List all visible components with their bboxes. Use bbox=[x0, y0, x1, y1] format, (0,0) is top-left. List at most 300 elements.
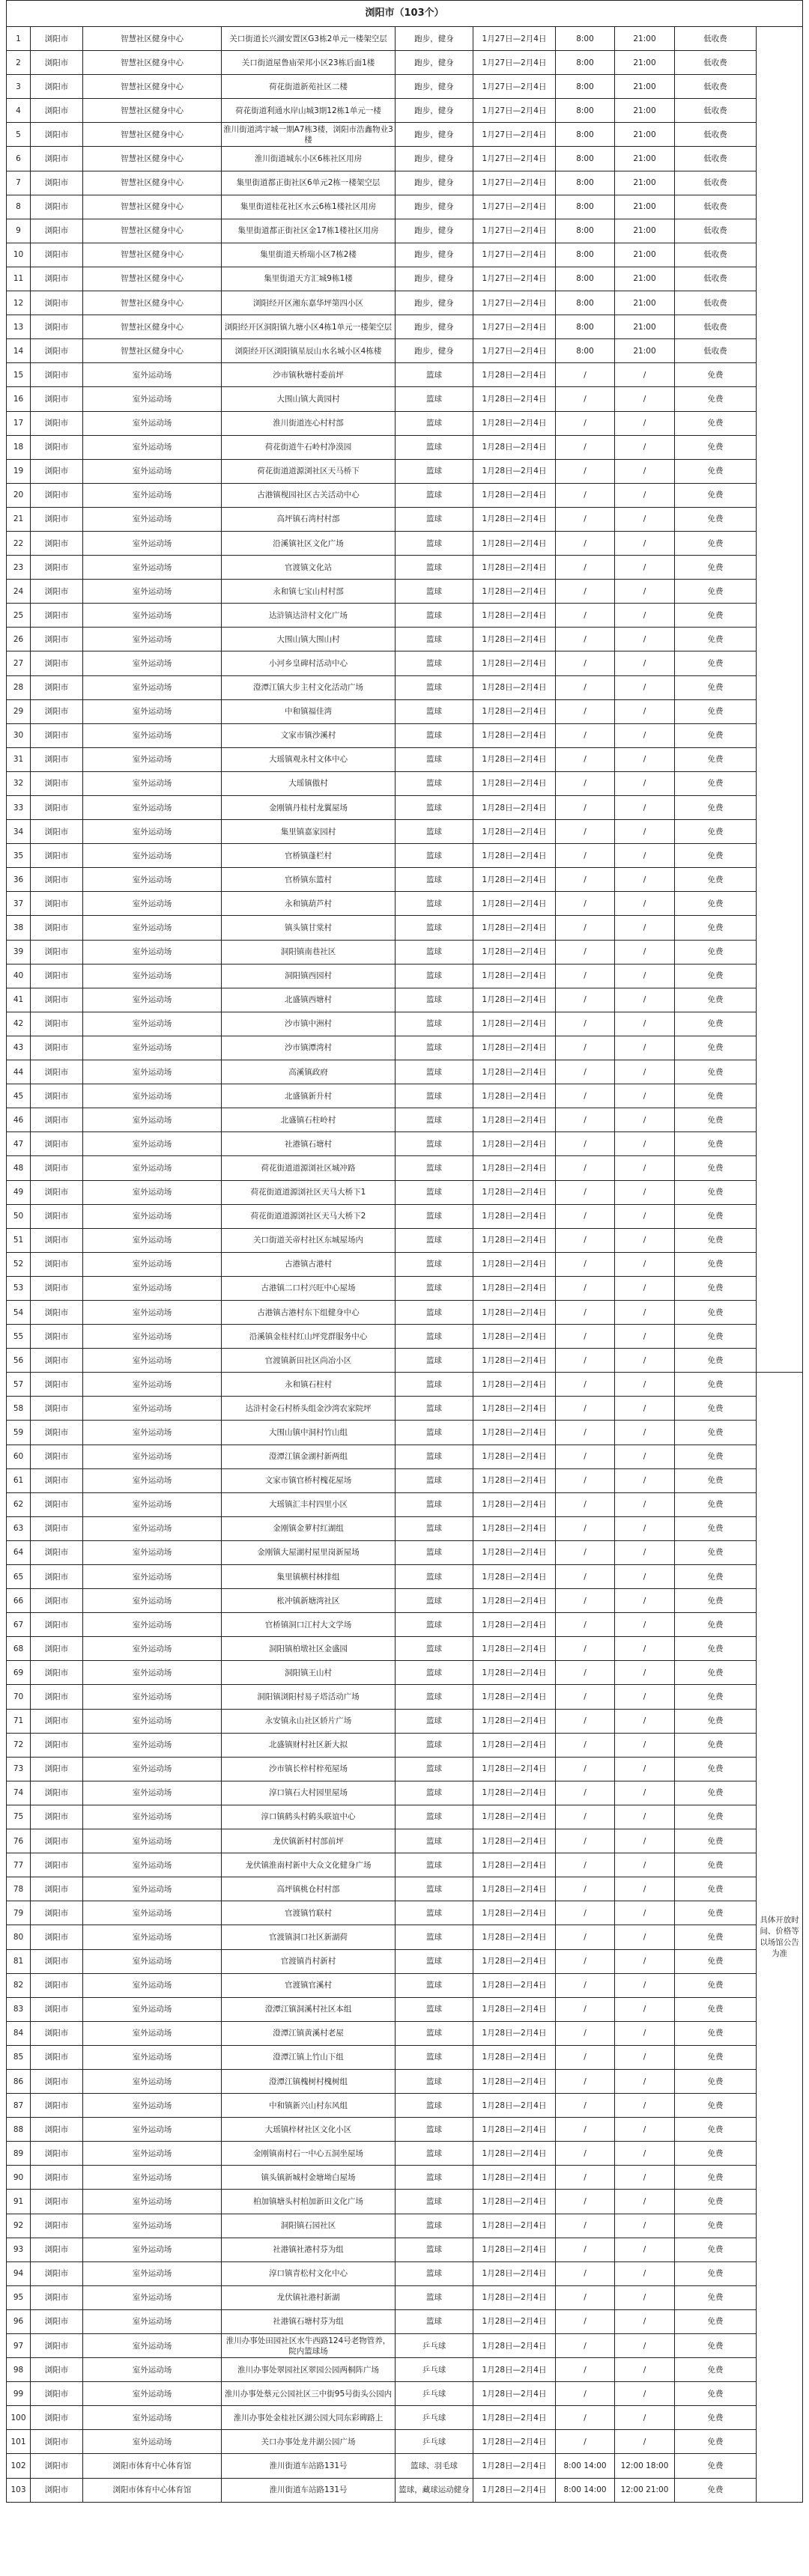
district-cell: 浏阳市 bbox=[31, 1180, 83, 1204]
venue-type-cell: 室外运动场 bbox=[83, 1853, 222, 1877]
table-row bbox=[7, 387, 803, 411]
venue-type-cell: 室外运动场 bbox=[83, 1589, 222, 1613]
district-cell: 浏阳市 bbox=[31, 1565, 83, 1589]
fee-cell: 免费 bbox=[675, 1012, 757, 1036]
address-cell: 荷花街道道源浏社区天马大桥下1 bbox=[222, 1180, 396, 1204]
date-range-cell: 1月28日—2月4日 bbox=[473, 1300, 556, 1324]
address-cell: 龙伏镇新村村部前坪 bbox=[222, 1829, 396, 1853]
open-time-cell: / bbox=[556, 1132, 615, 1156]
fee-cell: 低收费 bbox=[675, 147, 757, 171]
open-time-cell: / bbox=[556, 1156, 615, 1180]
address-cell: 关口街道关帝村社区东城屋场内 bbox=[222, 1228, 396, 1252]
fee-cell: 免费 bbox=[675, 411, 757, 435]
close-time-cell: / bbox=[615, 2261, 675, 2285]
open-time-cell: / bbox=[556, 1733, 615, 1757]
row-index: 65 bbox=[7, 1565, 31, 1589]
fee-cell: 免费 bbox=[675, 1997, 757, 2021]
district-cell: 浏阳市 bbox=[31, 387, 83, 411]
table-row bbox=[7, 2166, 803, 2190]
close-time-cell: / bbox=[615, 2166, 675, 2190]
address-cell: 金刚镇南村石一中心五洞坐屋场 bbox=[222, 2142, 396, 2166]
fee-cell: 免费 bbox=[675, 2021, 757, 2045]
sport-cell: 篮球 bbox=[396, 1492, 473, 1516]
venue-type-cell: 智慧社区健身中心 bbox=[83, 219, 222, 243]
row-index: 59 bbox=[7, 1421, 31, 1445]
venue-type-cell: 室外运动场 bbox=[83, 796, 222, 820]
fee-cell: 免费 bbox=[675, 1132, 757, 1156]
table-row bbox=[7, 2094, 803, 2118]
venue-type-cell: 智慧社区健身中心 bbox=[83, 147, 222, 171]
table-title-row bbox=[7, 1, 803, 27]
open-time-cell: / bbox=[556, 2045, 615, 2069]
venue-type-cell: 室外运动场 bbox=[83, 1757, 222, 1781]
close-time-cell: / bbox=[615, 675, 675, 699]
venue-type-cell: 室外运动场 bbox=[83, 1613, 222, 1637]
open-time-cell: / bbox=[556, 868, 615, 892]
table-row bbox=[7, 796, 803, 820]
open-time-cell: / bbox=[556, 964, 615, 988]
venue-type-cell: 智慧社区健身中心 bbox=[83, 123, 222, 147]
sport-cell: 篮球 bbox=[396, 2238, 473, 2261]
fee-cell: 免费 bbox=[675, 2406, 757, 2430]
row-index: 90 bbox=[7, 2166, 31, 2190]
open-time-cell: / bbox=[556, 940, 615, 964]
close-time-cell: / bbox=[615, 844, 675, 868]
date-range-cell: 1月28日—2月4日 bbox=[473, 2118, 556, 2142]
date-range-cell: 1月28日—2月4日 bbox=[473, 1709, 556, 1733]
fee-cell: 低收费 bbox=[675, 75, 757, 99]
row-index: 72 bbox=[7, 1733, 31, 1757]
fee-cell: 免费 bbox=[675, 1325, 757, 1349]
close-time-cell: / bbox=[615, 1492, 675, 1516]
close-time-cell: / bbox=[615, 1709, 675, 1733]
open-time-cell: / bbox=[556, 435, 615, 459]
sport-cell: 篮球 bbox=[396, 2069, 473, 2093]
row-index: 93 bbox=[7, 2238, 31, 2261]
district-cell: 浏阳市 bbox=[31, 556, 83, 580]
fee-cell: 免费 bbox=[675, 2045, 757, 2069]
table-row bbox=[7, 123, 803, 147]
row-index: 40 bbox=[7, 964, 31, 988]
date-range-cell: 1月28日—2月4日 bbox=[473, 2478, 556, 2502]
open-time-cell: / bbox=[556, 699, 615, 723]
row-index: 50 bbox=[7, 1204, 31, 1228]
close-time-cell: / bbox=[615, 699, 675, 723]
fee-cell: 免费 bbox=[675, 387, 757, 411]
sport-cell: 篮球 bbox=[396, 1949, 473, 1973]
date-range-cell: 1月28日—2月4日 bbox=[473, 2261, 556, 2285]
address-cell: 永和镇葫芦村 bbox=[222, 892, 396, 916]
fee-cell: 免费 bbox=[675, 507, 757, 531]
open-time-cell: / bbox=[556, 1397, 615, 1421]
row-index: 19 bbox=[7, 459, 31, 483]
open-time-cell: / bbox=[556, 2285, 615, 2309]
close-time-cell: / bbox=[615, 628, 675, 651]
address-cell: 大瑶镇傲村 bbox=[222, 771, 396, 795]
close-time-cell: / bbox=[615, 1036, 675, 1060]
row-index: 75 bbox=[7, 1805, 31, 1829]
close-time-cell: / bbox=[615, 435, 675, 459]
venue-type-cell: 室外运动场 bbox=[83, 459, 222, 483]
fee-cell: 免费 bbox=[675, 1709, 757, 1733]
district-cell: 浏阳市 bbox=[31, 2334, 83, 2358]
address-cell: 澄潭江镇槐树村槐树组 bbox=[222, 2069, 396, 2093]
venue-type-cell: 智慧社区健身中心 bbox=[83, 267, 222, 291]
table-row bbox=[7, 2069, 803, 2093]
date-range-cell: 1月28日—2月4日 bbox=[473, 1805, 556, 1829]
address-cell: 澄潭江镇大步主村文化活动广场 bbox=[222, 675, 396, 699]
venue-type-cell: 室外运动场 bbox=[83, 699, 222, 723]
close-time-cell: / bbox=[615, 2382, 675, 2406]
venue-type-cell: 室外运动场 bbox=[83, 964, 222, 988]
sport-cell: 跑步，健身 bbox=[396, 99, 473, 123]
close-time-cell: 21:00 bbox=[615, 75, 675, 99]
table-row bbox=[7, 75, 803, 99]
venue-type-cell: 室外运动场 bbox=[83, 771, 222, 795]
date-range-cell: 1月28日—2月4日 bbox=[473, 411, 556, 435]
venue-type-cell: 室外运动场 bbox=[83, 1805, 222, 1829]
district-cell: 浏阳市 bbox=[31, 2166, 83, 2190]
row-index: 13 bbox=[7, 315, 31, 339]
date-range-cell: 1月28日—2月4日 bbox=[473, 2166, 556, 2190]
venue-type-cell: 室外运动场 bbox=[83, 2069, 222, 2093]
row-index: 94 bbox=[7, 2261, 31, 2285]
address-cell: 荷花街道道源浏社区城冲路 bbox=[222, 1156, 396, 1180]
address-cell: 荷花街道道源浏社区天马桥下 bbox=[222, 459, 396, 483]
close-time-cell: / bbox=[615, 796, 675, 820]
address-cell: 沿溪镇金桂村红山坪党群服务中心 bbox=[222, 1325, 396, 1349]
district-cell: 浏阳市 bbox=[31, 916, 83, 940]
district-cell: 浏阳市 bbox=[31, 1325, 83, 1349]
fee-cell: 免费 bbox=[675, 1901, 757, 1925]
sport-cell: 篮球 bbox=[396, 1228, 473, 1252]
empty-note-cell bbox=[757, 27, 803, 1373]
table-row bbox=[7, 1733, 803, 1757]
venue-type-cell: 智慧社区健身中心 bbox=[83, 51, 222, 75]
fee-cell: 免费 bbox=[675, 820, 757, 844]
date-range-cell: 1月27日—2月4日 bbox=[473, 243, 556, 267]
district-cell: 浏阳市 bbox=[31, 964, 83, 988]
table-row bbox=[7, 99, 803, 123]
open-time-cell: / bbox=[556, 1540, 615, 1564]
district-cell: 浏阳市 bbox=[31, 2069, 83, 2093]
district-cell: 浏阳市 bbox=[31, 2045, 83, 2069]
open-time-cell: / bbox=[556, 892, 615, 916]
row-index: 35 bbox=[7, 844, 31, 868]
date-range-cell: 1月28日—2月4日 bbox=[473, 1468, 556, 1492]
fee-cell: 免费 bbox=[675, 628, 757, 651]
close-time-cell: / bbox=[615, 459, 675, 483]
fee-cell: 免费 bbox=[675, 1973, 757, 1997]
date-range-cell: 1月28日—2月4日 bbox=[473, 940, 556, 964]
sport-cell: 跑步，健身 bbox=[396, 339, 473, 363]
date-range-cell: 1月28日—2月4日 bbox=[473, 723, 556, 747]
close-time-cell: / bbox=[615, 1829, 675, 1853]
row-index: 12 bbox=[7, 291, 31, 315]
sport-cell: 篮球 bbox=[396, 1589, 473, 1613]
venue-type-cell: 室外运动场 bbox=[83, 411, 222, 435]
row-index: 80 bbox=[7, 1925, 31, 1949]
open-time-cell: / bbox=[556, 1108, 615, 1132]
row-index: 82 bbox=[7, 1973, 31, 1997]
sport-cell: 篮球 bbox=[396, 1445, 473, 1468]
close-time-cell: 21:00 bbox=[615, 51, 675, 75]
row-index: 26 bbox=[7, 628, 31, 651]
open-time-cell: / bbox=[556, 651, 615, 675]
row-index: 36 bbox=[7, 868, 31, 892]
date-range-cell: 1月28日—2月4日 bbox=[473, 1036, 556, 1060]
open-time-cell: / bbox=[556, 507, 615, 531]
close-time-cell: / bbox=[615, 1276, 675, 1300]
open-time-cell: 8:00 bbox=[556, 171, 615, 195]
table-row bbox=[7, 1589, 803, 1613]
district-cell: 浏阳市 bbox=[31, 2094, 83, 2118]
sport-cell: 乒乓球 bbox=[396, 2334, 473, 2358]
fee-cell: 免费 bbox=[675, 1373, 757, 1397]
close-time-cell: / bbox=[615, 2309, 675, 2333]
fee-cell: 免费 bbox=[675, 1516, 757, 1540]
date-range-cell: 1月28日—2月4日 bbox=[473, 1060, 556, 1084]
date-range-cell: 1月28日—2月4日 bbox=[473, 1613, 556, 1637]
table-row bbox=[7, 1709, 803, 1733]
district-cell: 浏阳市 bbox=[31, 1613, 83, 1637]
fee-cell: 免费 bbox=[675, 2142, 757, 2166]
venue-type-cell: 室外运动场 bbox=[83, 580, 222, 604]
open-time-cell: / bbox=[556, 2334, 615, 2358]
fee-cell: 免费 bbox=[675, 2261, 757, 2285]
fee-cell: 免费 bbox=[675, 1252, 757, 1276]
row-index: 92 bbox=[7, 2214, 31, 2238]
fee-cell: 免费 bbox=[675, 2238, 757, 2261]
sport-cell: 篮球 bbox=[396, 1012, 473, 1036]
venue-type-cell: 室外运动场 bbox=[83, 2309, 222, 2333]
close-time-cell: / bbox=[615, 1516, 675, 1540]
fee-cell: 低收费 bbox=[675, 99, 757, 123]
district-cell: 浏阳市 bbox=[31, 531, 83, 555]
sport-cell: 篮球 bbox=[396, 916, 473, 940]
district-cell: 浏阳市 bbox=[31, 1757, 83, 1781]
address-cell: 洞阳镇南巷社区 bbox=[222, 940, 396, 964]
table-row bbox=[7, 556, 803, 580]
table-row bbox=[7, 1108, 803, 1132]
district-cell: 浏阳市 bbox=[31, 1084, 83, 1108]
table-row bbox=[7, 964, 803, 988]
sport-cell: 篮球 bbox=[396, 1973, 473, 1997]
date-range-cell: 1月28日—2月4日 bbox=[473, 459, 556, 483]
close-time-cell: / bbox=[615, 1228, 675, 1252]
venue-type-cell: 室外运动场 bbox=[83, 1468, 222, 1492]
fee-cell: 免费 bbox=[675, 2166, 757, 2190]
fee-cell: 免费 bbox=[675, 1589, 757, 1613]
date-range-cell: 1月28日—2月4日 bbox=[473, 1685, 556, 1709]
address-cell: 淮川街道城东小区6栋社区用房 bbox=[222, 147, 396, 171]
fee-cell: 免费 bbox=[675, 1637, 757, 1661]
venue-type-cell: 室外运动场 bbox=[83, 1156, 222, 1180]
row-index: 57 bbox=[7, 1373, 31, 1397]
date-range-cell: 1月28日—2月4日 bbox=[473, 1853, 556, 1877]
fee-cell: 免费 bbox=[675, 483, 757, 507]
date-range-cell: 1月28日—2月4日 bbox=[473, 1781, 556, 1805]
address-cell: 永和镇石柱村 bbox=[222, 1373, 396, 1397]
address-cell: 洞阳镇柏墩社区金盛园 bbox=[222, 1637, 396, 1661]
fee-cell: 低收费 bbox=[675, 123, 757, 147]
date-range-cell: 1月28日—2月4日 bbox=[473, 1132, 556, 1156]
fee-cell: 免费 bbox=[675, 363, 757, 387]
date-range-cell: 1月28日—2月4日 bbox=[473, 1084, 556, 1108]
open-time-cell: 8:00 bbox=[556, 315, 615, 339]
sport-cell: 篮球 bbox=[396, 1805, 473, 1829]
address-cell: 大围山镇大黄园村 bbox=[222, 387, 396, 411]
sport-cell: 篮球 bbox=[396, 1252, 473, 1276]
sport-cell: 篮球 bbox=[396, 580, 473, 604]
date-range-cell: 1月28日—2月4日 bbox=[473, 1516, 556, 1540]
fee-cell: 低收费 bbox=[675, 339, 757, 363]
open-time-cell: / bbox=[556, 1421, 615, 1445]
open-time-cell: / bbox=[556, 604, 615, 628]
row-index: 15 bbox=[7, 363, 31, 387]
close-time-cell: 21:00 bbox=[615, 315, 675, 339]
row-index: 47 bbox=[7, 1132, 31, 1156]
open-time-cell: / bbox=[556, 723, 615, 747]
close-time-cell: / bbox=[615, 651, 675, 675]
address-cell: 中和镇福佳湾 bbox=[222, 699, 396, 723]
venue-type-cell: 室外运动场 bbox=[83, 1132, 222, 1156]
close-time-cell: 21:00 bbox=[615, 171, 675, 195]
row-index: 81 bbox=[7, 1949, 31, 1973]
address-cell: 中和镇新兴山村东风组 bbox=[222, 2094, 396, 2118]
address-cell: 淳口镇青松村文化中心 bbox=[222, 2261, 396, 2285]
row-index: 101 bbox=[7, 2430, 31, 2454]
row-index: 58 bbox=[7, 1397, 31, 1421]
close-time-cell: / bbox=[615, 1252, 675, 1276]
address-cell: 镇头镇新城村金塘坳白屋场 bbox=[222, 2166, 396, 2190]
fee-cell: 免费 bbox=[675, 1685, 757, 1709]
date-range-cell: 1月28日—2月4日 bbox=[473, 2454, 556, 2478]
fee-cell: 免费 bbox=[675, 1156, 757, 1180]
table-row bbox=[7, 1252, 803, 1276]
open-time-cell: / bbox=[556, 1300, 615, 1324]
table-row bbox=[7, 699, 803, 723]
table-row bbox=[7, 507, 803, 531]
row-index: 14 bbox=[7, 339, 31, 363]
sport-cell: 篮球 bbox=[396, 1661, 473, 1685]
close-time-cell: / bbox=[615, 1084, 675, 1108]
address-cell: 龙伏镇社港村新湖 bbox=[222, 2285, 396, 2309]
venue-type-cell: 室外运动场 bbox=[83, 604, 222, 628]
sport-cell: 篮球 bbox=[396, 2214, 473, 2238]
date-range-cell: 1月28日—2月4日 bbox=[473, 892, 556, 916]
district-cell: 浏阳市 bbox=[31, 2118, 83, 2142]
table-row bbox=[7, 195, 803, 219]
open-time-cell: / bbox=[556, 2406, 615, 2430]
sport-cell: 篮球 bbox=[396, 1036, 473, 1060]
row-index: 70 bbox=[7, 1685, 31, 1709]
date-range-cell: 1月28日—2月4日 bbox=[473, 2214, 556, 2238]
close-time-cell: / bbox=[615, 2406, 675, 2430]
sport-cell: 篮球 bbox=[396, 1853, 473, 1877]
close-time-cell: / bbox=[615, 387, 675, 411]
venue-type-cell: 室外运动场 bbox=[83, 1349, 222, 1373]
address-cell: 淮川办事处金桂社区湖公园大同东彩碑路上 bbox=[222, 2406, 396, 2430]
venue-type-cell: 室外运动场 bbox=[83, 507, 222, 531]
row-index: 95 bbox=[7, 2285, 31, 2309]
sport-cell: 篮球 bbox=[396, 1877, 473, 1901]
row-index: 86 bbox=[7, 2069, 31, 2093]
address-cell: 北盛镇石柱岭村 bbox=[222, 1108, 396, 1132]
date-range-cell: 1月28日—2月4日 bbox=[473, 1012, 556, 1036]
date-range-cell: 1月28日—2月4日 bbox=[473, 1973, 556, 1997]
sport-cell: 篮球 bbox=[396, 1060, 473, 1084]
district-cell: 浏阳市 bbox=[31, 1661, 83, 1685]
close-time-cell: / bbox=[615, 1733, 675, 1757]
date-range-cell: 1月27日—2月4日 bbox=[473, 291, 556, 315]
sport-cell: 篮球 bbox=[396, 1757, 473, 1781]
address-cell: 澄潭江镇上竹山下组 bbox=[222, 2045, 396, 2069]
sport-cell: 篮球 bbox=[396, 387, 473, 411]
close-time-cell: / bbox=[615, 507, 675, 531]
address-cell: 枨冲镇新塘湾社区 bbox=[222, 1589, 396, 1613]
open-time-cell: / bbox=[556, 459, 615, 483]
district-cell: 浏阳市 bbox=[31, 699, 83, 723]
date-range-cell: 1月28日—2月4日 bbox=[473, 2094, 556, 2118]
district-cell: 浏阳市 bbox=[31, 1060, 83, 1084]
row-index: 79 bbox=[7, 1901, 31, 1925]
venue-type-cell: 室外运动场 bbox=[83, 1997, 222, 2021]
fee-cell: 免费 bbox=[675, 892, 757, 916]
district-cell: 浏阳市 bbox=[31, 1252, 83, 1276]
table-row bbox=[7, 1397, 803, 1421]
row-index: 18 bbox=[7, 435, 31, 459]
district-cell: 浏阳市 bbox=[31, 1036, 83, 1060]
date-range-cell: 1月28日—2月4日 bbox=[473, 1733, 556, 1757]
close-time-cell: / bbox=[615, 1373, 675, 1397]
date-range-cell: 1月28日—2月4日 bbox=[473, 2358, 556, 2382]
district-cell: 浏阳市 bbox=[31, 1228, 83, 1252]
close-time-cell: / bbox=[615, 1973, 675, 1997]
district-cell: 浏阳市 bbox=[31, 2021, 83, 2045]
address-cell: 金刚镇丹桂村龙翼屋场 bbox=[222, 796, 396, 820]
table-row bbox=[7, 2430, 803, 2454]
table-row bbox=[7, 868, 803, 892]
district-cell: 浏阳市 bbox=[31, 747, 83, 771]
district-cell: 浏阳市 bbox=[31, 1829, 83, 1853]
close-time-cell: / bbox=[615, 1156, 675, 1180]
date-range-cell: 1月27日—2月4日 bbox=[473, 171, 556, 195]
address-cell: 官渡镇新田社区尚冶小区 bbox=[222, 1349, 396, 1373]
table-row bbox=[7, 1757, 803, 1781]
date-range-cell: 1月28日—2月4日 bbox=[473, 507, 556, 531]
fee-cell: 免费 bbox=[675, 435, 757, 459]
sport-cell: 篮球 bbox=[396, 1565, 473, 1589]
address-cell: 文家市镇沙溪村 bbox=[222, 723, 396, 747]
open-time-cell: / bbox=[556, 1805, 615, 1829]
table-row bbox=[7, 1637, 803, 1661]
open-time-cell: / bbox=[556, 1492, 615, 1516]
close-time-cell: / bbox=[615, 916, 675, 940]
table-row bbox=[7, 483, 803, 507]
table-row bbox=[7, 339, 803, 363]
close-time-cell: 21:00 bbox=[615, 27, 675, 51]
table-row bbox=[7, 1805, 803, 1829]
address-cell: 浏阳经开区洞阳镇九塘小区4栋1单元一楼架空层 bbox=[222, 315, 396, 339]
table-row bbox=[7, 604, 803, 628]
row-index: 31 bbox=[7, 747, 31, 771]
row-index: 4 bbox=[7, 99, 31, 123]
table-row bbox=[7, 2118, 803, 2142]
venue-type-cell: 室外运动场 bbox=[83, 1829, 222, 1853]
district-cell: 浏阳市 bbox=[31, 1276, 83, 1300]
row-index: 99 bbox=[7, 2382, 31, 2406]
